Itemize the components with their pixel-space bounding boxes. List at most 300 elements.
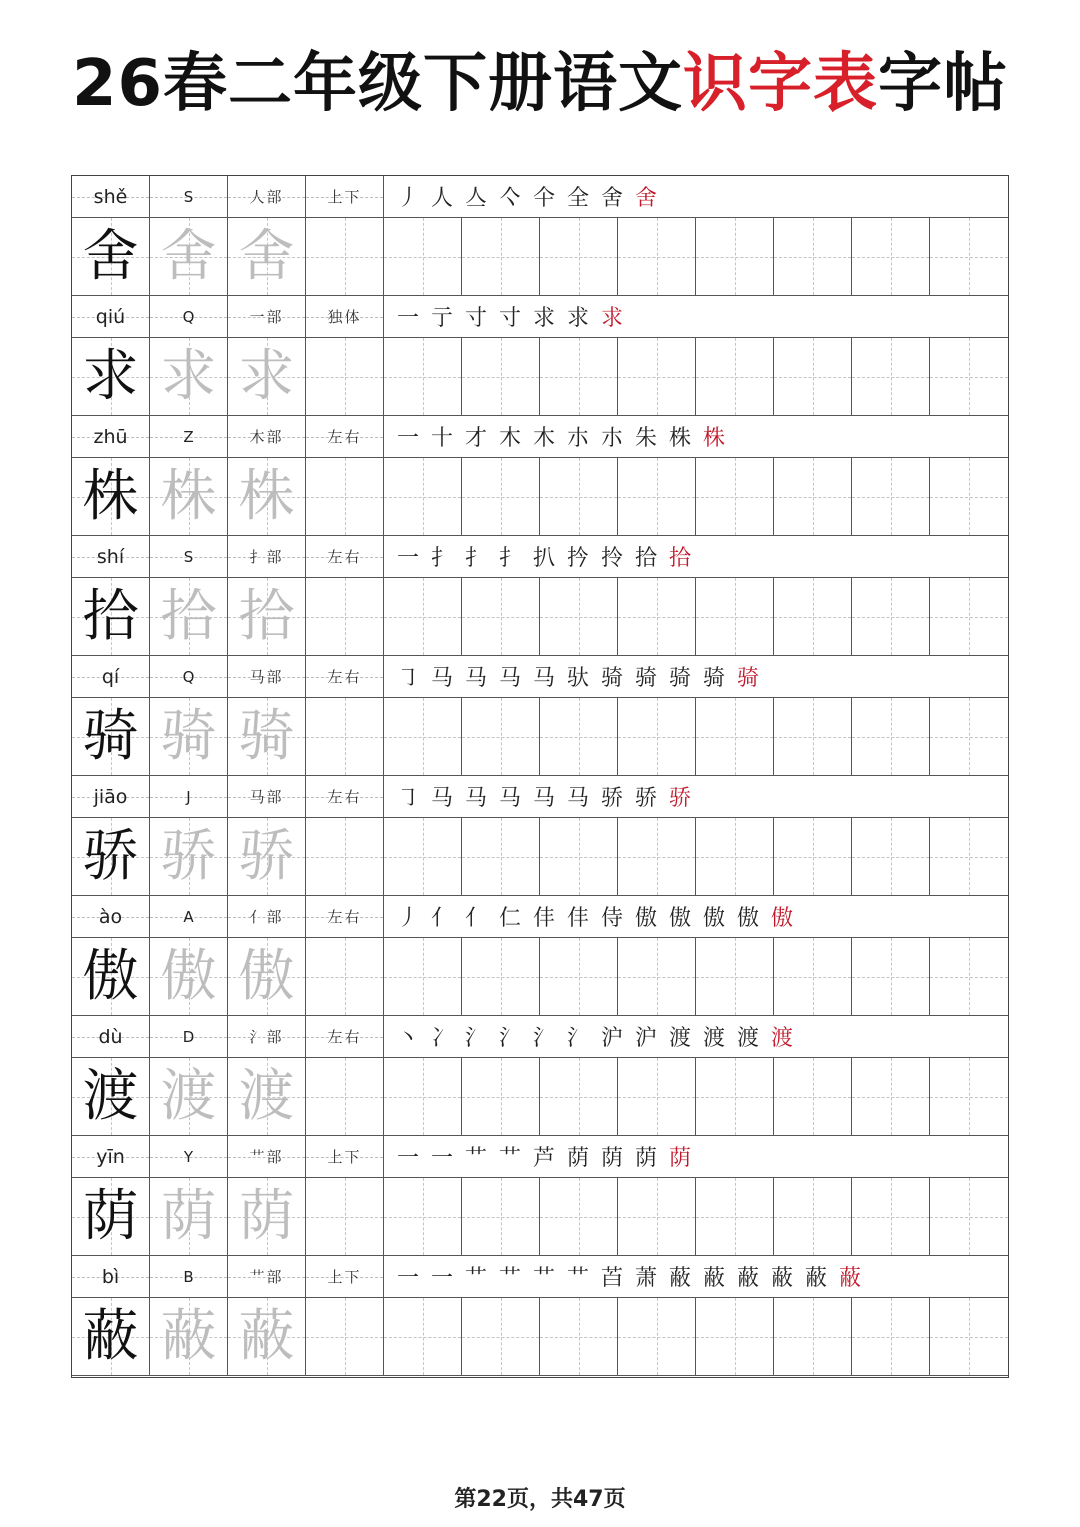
radical-cell-text: 马部 [249, 668, 284, 686]
guide-line-horizontal [540, 497, 617, 498]
blank-practice-cell[interactable] [696, 1058, 774, 1135]
blank-practice-cell[interactable] [384, 218, 462, 295]
blank-practice-cell[interactable] [930, 1178, 1008, 1255]
stroke-step: 亼 [464, 186, 487, 211]
blank-practice-cell[interactable] [852, 818, 930, 895]
blank-practice-cell[interactable] [930, 938, 1008, 1015]
radical-cell [228, 176, 306, 217]
radical-cell-text: 艹部 [249, 1268, 284, 1286]
blank-practice-cell[interactable] [462, 218, 540, 295]
char-block [72, 1136, 1008, 1256]
stroke-step: 扌 [464, 546, 487, 571]
structure-cell-text: 上下 [327, 1148, 362, 1166]
capital-letter-cell [150, 656, 228, 697]
stroke-step: 亍 [430, 306, 453, 331]
blank-practice-cell[interactable] [462, 1178, 540, 1255]
guide-line-horizontal [930, 377, 1008, 378]
trace-char: 傲 [238, 943, 295, 1009]
stroke-step: 舍 [600, 186, 623, 211]
blank-practice-cell[interactable] [540, 578, 618, 655]
stroke-step: 蔽 [804, 1266, 827, 1291]
stroke-step: 拾 [668, 546, 691, 571]
blank-practice-cell[interactable] [462, 1298, 540, 1375]
structure-cell [306, 536, 384, 577]
blank-practice-cell[interactable] [774, 1058, 852, 1135]
blank-practice-cell[interactable] [618, 1298, 696, 1375]
capital-letter-cell [150, 176, 228, 217]
blank-practice-cell[interactable] [852, 698, 930, 775]
guide-line-horizontal [774, 1097, 851, 1098]
guide-line-horizontal [774, 1337, 851, 1338]
stroke-step: 骄 [634, 786, 657, 811]
blank-practice-cell[interactable] [540, 1058, 618, 1135]
structure-cell [306, 896, 384, 937]
blank-practice-cell[interactable] [462, 938, 540, 1015]
blank-practice-cell[interactable] [384, 1298, 462, 1375]
trace-char-cell [150, 1058, 228, 1135]
stroke-step: 沪 [634, 1026, 657, 1051]
radical-cell-text: 木部 [249, 428, 284, 446]
guide-line-horizontal [852, 977, 929, 978]
blank-practice-cell[interactable] [930, 698, 1008, 775]
stroke-step: 氵 [498, 1026, 521, 1051]
pinyin-cell [72, 1256, 150, 1297]
stroke-order [385, 296, 1005, 337]
guide-line-horizontal [930, 497, 1008, 498]
guide-line-horizontal [384, 977, 461, 978]
blank-practice-cell[interactable] [618, 338, 696, 415]
blank-practice-cell[interactable] [462, 698, 540, 775]
stroke-step: 朩 [566, 426, 589, 451]
trace-char: 蔽 [238, 1303, 295, 1369]
guide-line-horizontal [306, 497, 383, 498]
trace-char-cell [228, 578, 306, 655]
blank-practice-cell[interactable] [540, 338, 618, 415]
blank-practice-cell[interactable] [852, 578, 930, 655]
stroke-order [385, 776, 1005, 817]
capital-letter-cell-text: J [186, 787, 191, 806]
stroke-step: 仹 [532, 906, 555, 931]
char-block [72, 1256, 1008, 1376]
blank-practice-cell[interactable] [540, 818, 618, 895]
capital-letter-cell-text: D [182, 1027, 195, 1046]
trace-char-cell [150, 578, 228, 655]
guide-line-horizontal [852, 857, 929, 858]
blank-practice-cell[interactable] [696, 338, 774, 415]
guide-line-horizontal [384, 377, 461, 378]
blank-practice-cell[interactable] [618, 818, 696, 895]
guide-line-horizontal [618, 617, 695, 618]
capital-letter-cell [150, 416, 228, 457]
blank-practice-cell[interactable] [618, 458, 696, 535]
blank-practice-cell[interactable] [774, 1298, 852, 1375]
writing-grid-row [72, 818, 1008, 896]
trace-char: 拾 [160, 583, 217, 649]
pinyin-cell [72, 176, 150, 217]
trace-char-cell [228, 818, 306, 895]
capital-letter-cell-text: B [183, 1267, 194, 1286]
char-block [72, 416, 1008, 536]
stroke-step: 仁 [498, 906, 521, 931]
guide-line-horizontal [696, 617, 773, 618]
radical-cell-text: 人部 [249, 188, 284, 206]
guide-line-horizontal [774, 497, 851, 498]
capital-letter-cell-text: Y [183, 1147, 194, 1166]
trace-char-cell [150, 338, 228, 415]
info-row [72, 296, 1008, 338]
trace-char: 拾 [238, 583, 295, 649]
pinyin-cell-text: zhū [93, 425, 128, 448]
trace-char-cell [228, 458, 306, 535]
info-row [72, 176, 1008, 218]
blank-practice-cell[interactable] [774, 218, 852, 295]
trace-char-cell [228, 338, 306, 415]
pinyin-cell-text: shě [93, 185, 128, 208]
blank-practice-cell[interactable] [696, 818, 774, 895]
pinyin-cell [72, 1136, 150, 1177]
stroke-step: 一 [396, 1266, 419, 1291]
stroke-step: 一 [396, 546, 419, 571]
pinyin-cell-text: yīn [96, 1145, 125, 1168]
blank-practice-cell[interactable] [696, 938, 774, 1015]
guide-line-horizontal [384, 737, 461, 738]
blank-practice-cell[interactable] [306, 338, 384, 415]
stroke-step: 荫 [566, 1146, 589, 1171]
stroke-step: 沪 [600, 1026, 623, 1051]
blank-practice-cell[interactable] [852, 1058, 930, 1135]
blank-practice-cell[interactable] [384, 698, 462, 775]
stroke-step: 渡 [736, 1026, 759, 1051]
pinyin-cell [72, 896, 150, 937]
guide-line-horizontal [462, 617, 539, 618]
stroke-step: 马 [532, 786, 555, 811]
guide-line-horizontal [618, 1097, 695, 1098]
practice-sheet [71, 175, 1009, 1378]
structure-cell-text: 左右 [327, 1028, 362, 1046]
blank-practice-cell[interactable] [306, 938, 384, 1015]
stroke-step: 氵 [532, 1026, 555, 1051]
structure-cell [306, 776, 384, 817]
structure-cell [306, 1256, 384, 1297]
blank-practice-cell[interactable] [852, 218, 930, 295]
model-char: 渡 [82, 1063, 139, 1129]
blank-practice-cell[interactable] [696, 458, 774, 535]
blank-practice-cell[interactable] [540, 218, 618, 295]
blank-practice-cell[interactable] [384, 938, 462, 1015]
blank-practice-cell[interactable] [774, 458, 852, 535]
blank-practice-cell[interactable] [618, 1178, 696, 1255]
writing-grid-row [72, 458, 1008, 536]
blank-practice-cell[interactable] [306, 818, 384, 895]
radical-cell [228, 536, 306, 577]
guide-line-horizontal [540, 1217, 617, 1218]
stroke-step: 马 [464, 666, 487, 691]
stroke-step: 骄 [600, 786, 623, 811]
trace-char-cell [150, 818, 228, 895]
stroke-step: 冫 [430, 1026, 453, 1051]
guide-line-horizontal [930, 857, 1008, 858]
blank-practice-cell[interactable] [930, 1298, 1008, 1375]
guide-line-horizontal [540, 377, 617, 378]
stroke-step: 朩 [600, 426, 623, 451]
stroke-step: 荫 [668, 1146, 691, 1171]
capital-letter-cell [150, 1136, 228, 1177]
blank-practice-cell[interactable] [618, 698, 696, 775]
blank-practice-cell[interactable] [384, 818, 462, 895]
stroke-step: 艹 [498, 1146, 521, 1171]
info-row [72, 656, 1008, 698]
blank-practice-cell[interactable] [540, 698, 618, 775]
blank-practice-cell[interactable] [384, 338, 462, 415]
stroke-order [385, 656, 1005, 697]
guide-line-horizontal [462, 857, 539, 858]
stroke-step: 全 [566, 186, 589, 211]
blank-practice-cell[interactable] [462, 578, 540, 655]
blank-practice-cell[interactable] [930, 458, 1008, 535]
blank-practice-cell[interactable] [852, 338, 930, 415]
blank-practice-cell[interactable] [930, 218, 1008, 295]
stroke-step: 求 [600, 306, 623, 331]
blank-practice-cell[interactable] [384, 578, 462, 655]
guide-line-horizontal [852, 1097, 929, 1098]
structure-cell [306, 296, 384, 337]
guide-line-horizontal [540, 1097, 617, 1098]
stroke-step: 木 [532, 426, 555, 451]
trace-char: 骑 [238, 703, 295, 769]
guide-line-horizontal [540, 617, 617, 618]
guide-line-horizontal [618, 857, 695, 858]
radical-cell-text: 艹部 [249, 1148, 284, 1166]
guide-line-horizontal [774, 257, 851, 258]
blank-practice-cell[interactable] [306, 1058, 384, 1135]
trace-char: 荫 [160, 1183, 217, 1249]
guide-line-horizontal [852, 497, 929, 498]
capital-letter-cell-text: S [183, 547, 194, 566]
stroke-order [385, 416, 1005, 457]
trace-char-cell [150, 458, 228, 535]
blank-practice-cell[interactable] [462, 458, 540, 535]
blank-practice-cell[interactable] [306, 578, 384, 655]
stroke-step: 骑 [600, 666, 623, 691]
guide-line-horizontal [774, 617, 851, 618]
blank-practice-cell[interactable] [540, 938, 618, 1015]
stroke-order [385, 896, 1005, 937]
char-block [72, 656, 1008, 776]
blank-practice-cell[interactable] [462, 338, 540, 415]
blank-practice-cell[interactable] [930, 338, 1008, 415]
blank-practice-cell[interactable] [852, 1298, 930, 1375]
blank-practice-cell[interactable] [384, 1178, 462, 1255]
trace-char: 舍 [160, 223, 217, 289]
trace-char-cell [228, 1058, 306, 1135]
pinyin-cell-text: shí [96, 545, 125, 568]
structure-cell-text: 上下 [327, 1268, 362, 1286]
stroke-step: 侍 [600, 906, 623, 931]
stroke-step: 傲 [668, 906, 691, 931]
stroke-step: 亽 [498, 186, 521, 211]
stroke-step: 马 [532, 666, 555, 691]
guide-line-horizontal [384, 257, 461, 258]
blank-practice-cell[interactable] [774, 338, 852, 415]
stroke-step: 人 [430, 186, 453, 211]
trace-char-cell [228, 938, 306, 1015]
blank-practice-cell[interactable] [384, 1058, 462, 1135]
stroke-step: 驮 [566, 666, 589, 691]
stroke-step: 傲 [702, 906, 725, 931]
blank-practice-cell[interactable] [618, 578, 696, 655]
blank-practice-cell[interactable] [774, 698, 852, 775]
guide-line-horizontal [306, 377, 383, 378]
stroke-step: 马 [498, 786, 521, 811]
stroke-step: 寸 [498, 306, 521, 331]
blank-practice-cell[interactable] [618, 218, 696, 295]
blank-practice-cell[interactable] [306, 1298, 384, 1375]
blank-practice-cell[interactable] [930, 818, 1008, 895]
guide-line-horizontal [462, 1337, 539, 1338]
stroke-step: 芦 [532, 1146, 555, 1171]
trace-char: 骄 [238, 823, 295, 889]
stroke-step: 株 [702, 426, 725, 451]
blank-practice-cell[interactable] [774, 938, 852, 1015]
trace-char-cell [228, 218, 306, 295]
stroke-step: 荫 [634, 1146, 657, 1171]
structure-cell-text: 左右 [327, 788, 362, 806]
stroke-step: 扌 [430, 546, 453, 571]
stroke-step: 氵 [464, 1026, 487, 1051]
stroke-step: 丿 [396, 906, 419, 931]
stroke-step: 骑 [634, 666, 657, 691]
capital-letter-cell-text: A [183, 907, 194, 926]
radical-cell-text: 一部 [249, 308, 284, 326]
guide-line-horizontal [384, 497, 461, 498]
blank-practice-cell[interactable] [306, 698, 384, 775]
info-row [72, 1256, 1008, 1298]
blank-practice-cell[interactable] [696, 218, 774, 295]
blank-practice-cell[interactable] [384, 458, 462, 535]
blank-practice-cell[interactable] [618, 938, 696, 1015]
char-block [72, 296, 1008, 416]
guide-line-horizontal [930, 1097, 1008, 1098]
trace-char: 株 [160, 463, 217, 529]
stroke-step: 一 [396, 426, 419, 451]
stroke-step: 木 [498, 426, 521, 451]
stroke-step: 马 [566, 786, 589, 811]
writing-grid-row [72, 938, 1008, 1016]
info-row [72, 1016, 1008, 1058]
blank-practice-cell[interactable] [462, 818, 540, 895]
trace-char-cell [150, 938, 228, 1015]
blank-practice-cell[interactable] [852, 938, 930, 1015]
stroke-step: 舍 [634, 186, 657, 211]
guide-line-horizontal [930, 977, 1008, 978]
stroke-step: ㇆ [396, 666, 419, 691]
stroke-order [385, 1136, 1005, 1177]
stroke-step: 骑 [736, 666, 759, 691]
blank-practice-cell[interactable] [462, 1058, 540, 1135]
guide-line-horizontal [462, 1097, 539, 1098]
structure-cell [306, 656, 384, 697]
guide-line-horizontal [618, 737, 695, 738]
blank-practice-cell[interactable] [774, 818, 852, 895]
trace-char-cell [228, 698, 306, 775]
capital-letter-cell [150, 296, 228, 337]
guide-line-horizontal [384, 1337, 461, 1338]
stroke-step: 株 [668, 426, 691, 451]
blank-practice-cell[interactable] [930, 578, 1008, 655]
writing-grid-row [72, 578, 1008, 656]
blank-practice-cell[interactable] [540, 1178, 618, 1255]
blank-practice-cell[interactable] [852, 1178, 930, 1255]
info-row [72, 1136, 1008, 1178]
pinyin-cell [72, 1016, 150, 1057]
trace-char: 株 [238, 463, 295, 529]
blank-practice-cell[interactable] [774, 578, 852, 655]
model-char: 傲 [82, 943, 139, 1009]
stroke-step: 艹 [464, 1266, 487, 1291]
blank-practice-cell[interactable] [696, 1178, 774, 1255]
radical-cell [228, 1136, 306, 1177]
trace-char: 舍 [238, 223, 295, 289]
guide-line-horizontal [462, 377, 539, 378]
trace-char: 荫 [238, 1183, 295, 1249]
guide-line-horizontal [852, 1217, 929, 1218]
radical-cell-text: 扌部 [249, 548, 284, 566]
blank-practice-cell[interactable] [540, 458, 618, 535]
blank-practice-cell[interactable] [696, 578, 774, 655]
model-char-cell [72, 338, 150, 415]
guide-line-horizontal [774, 377, 851, 378]
pinyin-cell [72, 416, 150, 457]
blank-practice-cell[interactable] [930, 1058, 1008, 1135]
blank-practice-cell[interactable] [306, 458, 384, 535]
blank-practice-cell[interactable] [774, 1178, 852, 1255]
writing-grid-row [72, 1058, 1008, 1136]
blank-practice-cell[interactable] [540, 1298, 618, 1375]
blank-practice-cell[interactable] [696, 698, 774, 775]
guide-line-horizontal [852, 377, 929, 378]
model-char-cell [72, 938, 150, 1015]
stroke-step: 萧 [634, 1266, 657, 1291]
blank-practice-cell[interactable] [306, 1178, 384, 1255]
stroke-step: 骄 [668, 786, 691, 811]
blank-practice-cell[interactable] [306, 218, 384, 295]
guide-line-horizontal [384, 1217, 461, 1218]
guide-line-horizontal [540, 1337, 617, 1338]
blank-practice-cell[interactable] [618, 1058, 696, 1135]
guide-line-horizontal [384, 1097, 461, 1098]
guide-line-horizontal [930, 257, 1008, 258]
guide-line-horizontal [618, 1337, 695, 1338]
stroke-step: 丿 [396, 186, 419, 211]
page-title [0, 38, 1080, 130]
blank-practice-cell[interactable] [696, 1298, 774, 1375]
stroke-step: 马 [464, 786, 487, 811]
guide-line-horizontal [306, 1097, 383, 1098]
stroke-step: 蔽 [668, 1266, 691, 1291]
guide-line-horizontal [774, 737, 851, 738]
guide-line-horizontal [774, 857, 851, 858]
model-char-cell [72, 218, 150, 295]
stroke-step: 拎 [600, 546, 623, 571]
stroke-step: 一 [430, 1146, 453, 1171]
stroke-step: 一 [430, 1266, 453, 1291]
structure-cell-text: 左右 [327, 428, 362, 446]
stroke-step: 仐 [532, 186, 555, 211]
blank-practice-cell[interactable] [852, 458, 930, 535]
guide-line-horizontal [930, 1217, 1008, 1218]
guide-line-horizontal [384, 857, 461, 858]
guide-line-horizontal [930, 737, 1008, 738]
